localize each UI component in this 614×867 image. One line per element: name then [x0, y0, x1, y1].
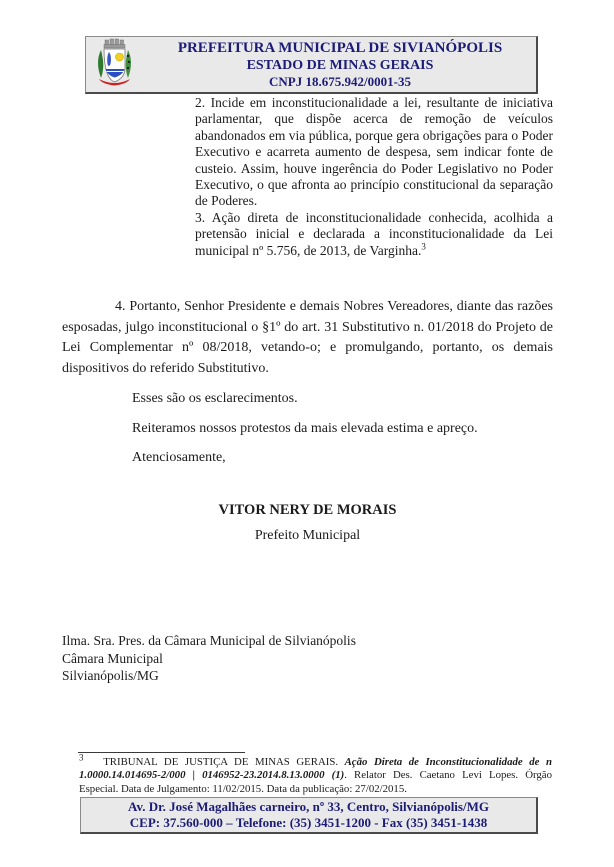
addressee-block: [62, 632, 356, 685]
footer-address-box: [80, 797, 538, 834]
footer-address-line: Av. Dr. José Magalhães carneiro, nº 33, Centro, Silvianópolis/MG: [128, 798, 489, 814]
addressee-line-3: Silvianópolis/MG: [62, 668, 159, 683]
footnote-reference: 3: [421, 241, 426, 252]
footnote-end: . Relator Des. Caetano Levi Lopes. Órgão Especial. Data de Julgamento: 11/02/2015. Data da publicação: 27/02/2015.: [79, 769, 552, 795]
closing-line-3: Atenciosamente,: [132, 450, 226, 465]
quote-item-3: 3. Ação direta de inconstitucionalidade conhecida, acolhida a pretensão inicial e declarada a inconstitucionalidade da Lei municipal nº 5.756, de 2013, de Varginha.$^3$: [195, 209, 553, 258]
footnote-start: TRIBUNAL DE JUSTIÇA DE MINAS GERAIS.: [103, 756, 345, 768]
addressee-line-2: Câmara Municipal: [62, 650, 163, 666]
footnote-separator: [78, 752, 245, 753]
signer-name: VITOR NERY DE MORAIS: [218, 502, 397, 518]
addressee-line-1: Ilma. Sra. Pres. da Câmara Municipal de Silvianópolis: [62, 633, 356, 648]
closing-line-2: Reiteramos nossos protestos da mais elevada estima e apreço.: [132, 421, 478, 436]
footnote-citation: Ação Direta de Inconstitucionalidade de n 1.0000.14.014695-2/000 | 0146952-23.2014.8.13.0000 (1): [79, 756, 552, 782]
signer-title: Prefeito Municipal: [254, 528, 361, 543]
state-name: ESTADO DE MINAS GERAIS: [246, 58, 434, 74]
coat-of-arms-logo: [86, 38, 144, 91]
municipality-name: PREFEITURA MUNICIPAL DE SIVIANÓPOLIS: [177, 39, 503, 56]
closing-line-1: Esses são os esclarecimentos.: [132, 391, 298, 406]
jurisprudence-quote-block: [195, 95, 553, 259]
cnpj-number: CNPJ 18.675.942/0001-35: [269, 74, 411, 90]
letterhead: [85, 36, 538, 94]
paragraph-4: 4. Portanto, Senhor Presidente e demais Nobres Vereadores, diante das razões esposadas, julgo inconstitucional o §1º do art. 31 Substitutivo n. 01/2018 do Projeto de Lei Complementar nº 08/2018, vetando-o; e promulgando, portanto, os demais dispositivos do referido Substitutivo.: [62, 299, 553, 376]
footer-contact-line: CEP: 37.560-000 – Telefone: (35) 3451-1200 - Fax (35) 3451-1438: [129, 815, 488, 830]
quote-item-2: 2. Incide em inconstitucionalidade a lei, resultante de iniciativa parlamentar, que dispõe acerca de remoção de veículos abandonados em via pública, porque gera obrigações para o Poder Executivo e acarreta aumento de despesa, sem indicar fonte de custeio. Assim, houve ingerência do Poder Legislativo no Poder Executivo, o que afronta ao princípio constitucional da separação de Poderes.: [195, 95, 553, 209]
municipal-coat-of-arms-icon: [93, 38, 137, 91]
footnote-marker: 3: [79, 752, 84, 763]
letterhead-text: [144, 39, 536, 90]
footnote-text: [79, 752, 552, 796]
